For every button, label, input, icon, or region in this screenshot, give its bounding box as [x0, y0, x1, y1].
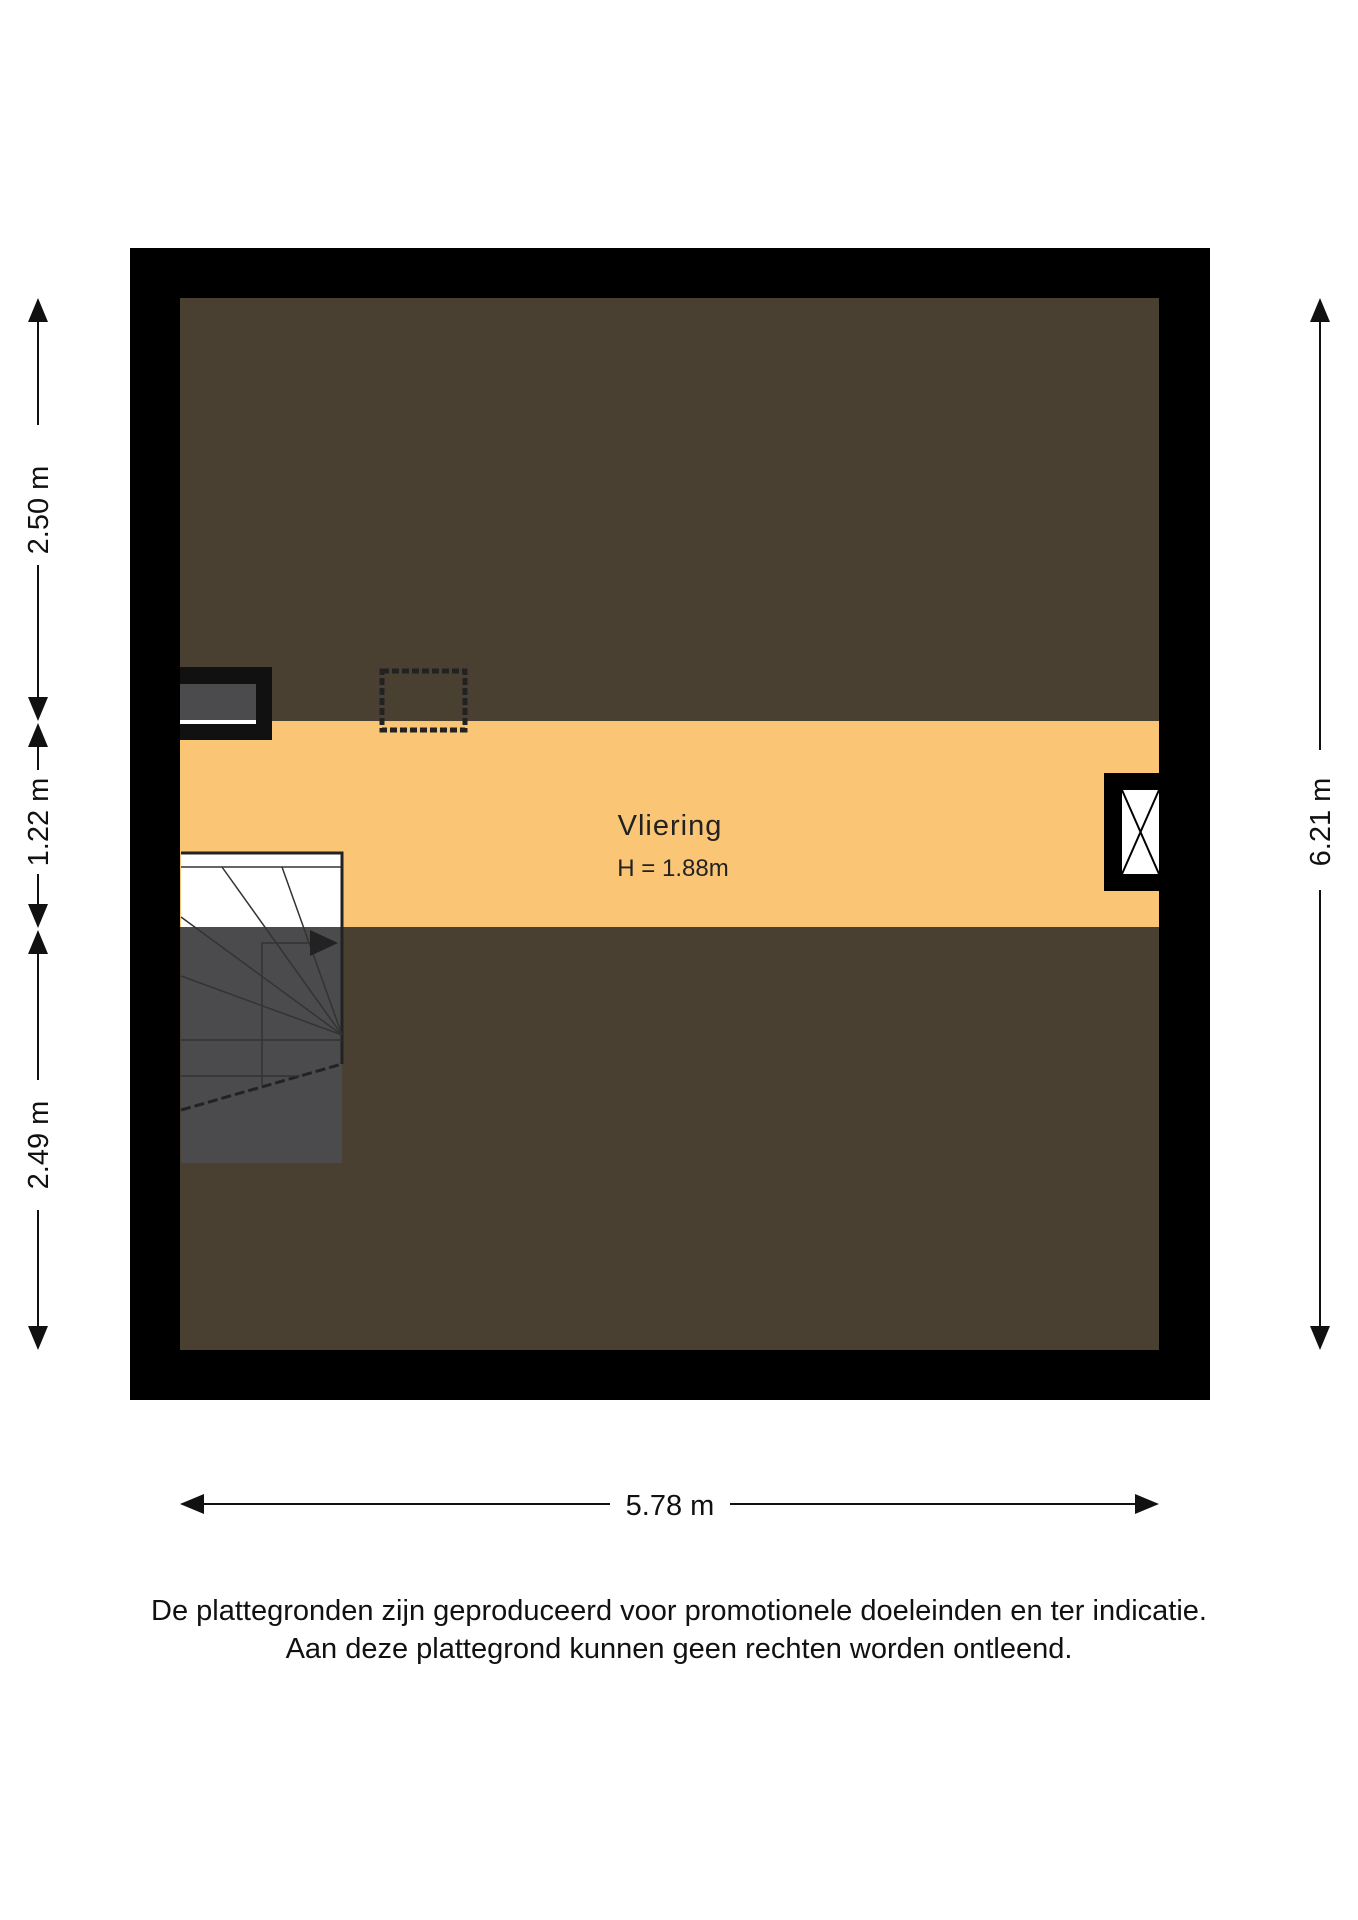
- dim-left-middle: 1.22 m: [23, 777, 55, 867]
- dim-bottom-width: 5.78 m: [625, 1490, 715, 1522]
- dim-right-total: 6.21 m: [1305, 777, 1337, 867]
- disclaimer-line-1: De plattegronden zijn geproduceerd voor promotionele doeleinden en ter indicatie.: [151, 1595, 1207, 1627]
- chimney-inner: [180, 684, 256, 721]
- room-height: H = 1.88m: [617, 855, 729, 882]
- staircase: [181, 853, 342, 1163]
- window: [1104, 773, 1160, 891]
- room-name: Vliering: [617, 810, 723, 842]
- chimney-edge: [180, 720, 256, 724]
- disclaimer-line-2: Aan deze plattegrond kunnen geen rechten worden ontleend.: [285, 1633, 1073, 1665]
- dim-left-bottom: 2.49 m: [23, 1100, 55, 1190]
- disclaimer: [0, 1592, 1358, 1668]
- dim-left-top: 2.50 m: [23, 465, 55, 555]
